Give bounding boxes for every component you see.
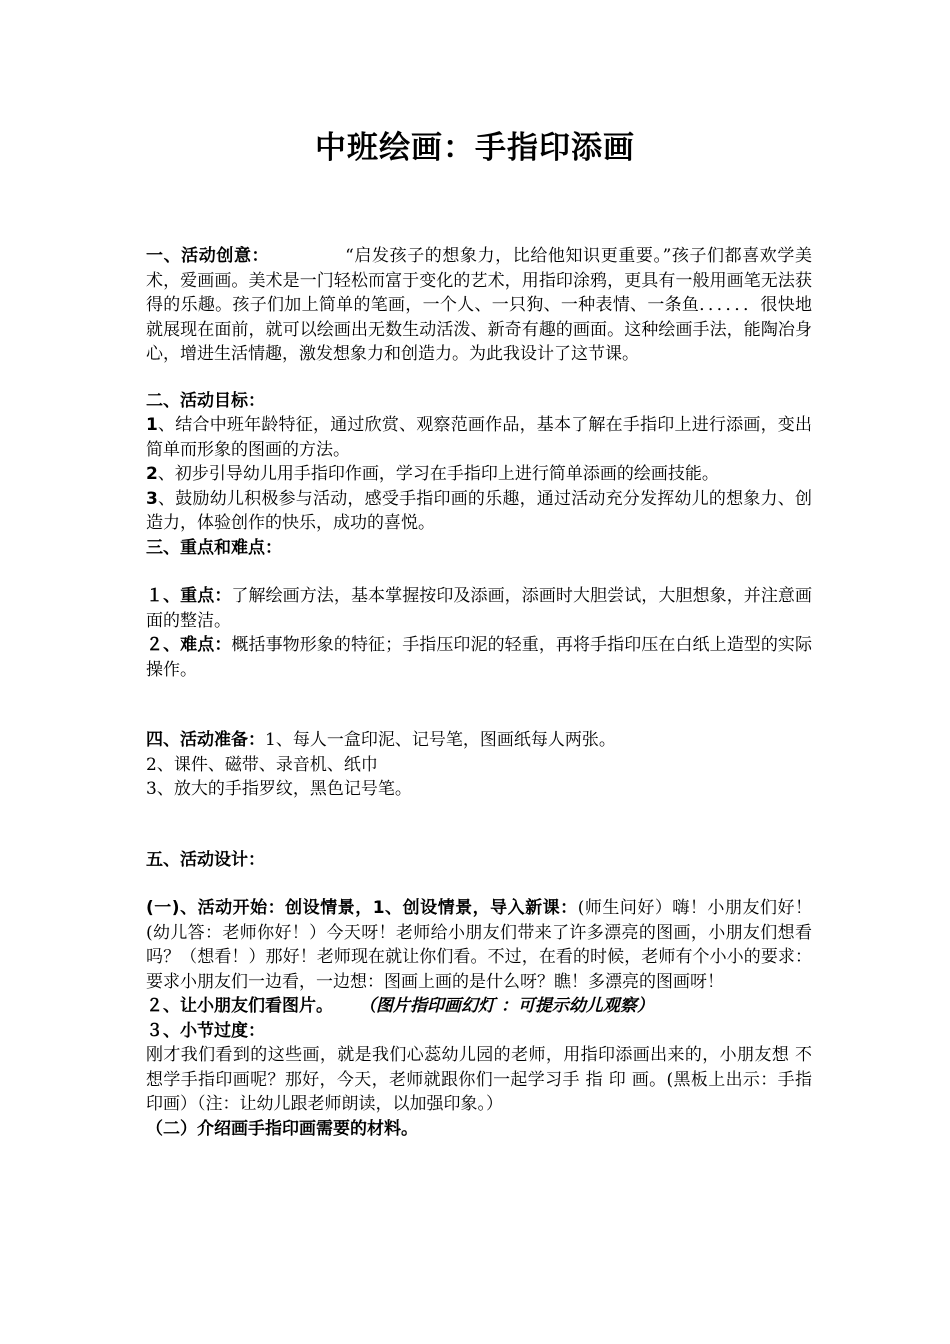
- design-step-materials: [146, 1117, 812, 1142]
- prep-item-2: 2、课件、磁带、录音机、纸巾: [146, 754, 378, 775]
- item-label: ２、难点：: [146, 635, 232, 655]
- prep-item-1: 1、每人一盒印泥、记号笔，图画纸每人两张。: [265, 730, 616, 750]
- section-heading: 三、重点和难点：: [146, 537, 282, 558]
- item-text: 、初步引导幼儿用手指印作画，学习在手指印上进行简单添画的绘画技能。: [157, 464, 719, 484]
- step-heading: (一)、活动开始：创设情景，1、创设情景，导入新课：: [146, 898, 578, 918]
- section-heading-design: [146, 848, 812, 873]
- item-text: 了解绘画方法，基本掌握按印及添画，添画时大胆尝试，大胆想象，并注意画面的整洁。: [146, 586, 813, 631]
- design-step-2: [146, 994, 812, 1019]
- section-heading: 二、活动目标：: [146, 390, 265, 411]
- spacer: [146, 682, 812, 728]
- section-heading-key-points: [146, 536, 812, 561]
- spacer: [146, 802, 812, 848]
- document-body: [146, 244, 812, 1141]
- step-heading: ２、让小朋友们看图片。: [146, 996, 333, 1016]
- spacer: [146, 367, 812, 389]
- section-heading-goals: [146, 389, 812, 414]
- section-creative-idea: [146, 244, 812, 367]
- design-step-3: [146, 1019, 812, 1044]
- step-note: （图片指印画幻灯 ：可提示幼儿观察）: [359, 996, 654, 1016]
- difficulty-item: [146, 633, 812, 682]
- paragraph-text: “启发孩子的想象力，比给他知识更重要。”孩子们都喜欢学美术，爱画画。美术是一门轻松而富于变化的艺术，用指印涂鸦，更具有一般用画笔无法获得的乐趣。孩子们加上简单的笔画，一个人、一只狗、一种表情、一条鱼．．．．．．很快地就展现在面前，就可以绘画出无数生动活泼、新奇有趣的画面。这种绘画手法，能陶冶身心，增进生活情趣，激发想象力和创造力。为此我设计了这节课。: [146, 246, 812, 364]
- item-number: 2: [146, 464, 158, 484]
- paragraph-text: (师生问好）嗨！小朋友们好！(幼儿答：老师你好！）今天呀！老师给小朋友们带来了许多漂亮的图画，小朋友们想看吗？（想看！）那好！老师现在就让你们看。不过，在看的时候，老师有个小小的要求：要求小朋友们一边看，一边想：图画上画的是什么呀？瞧！多漂亮的图画呀！: [146, 898, 812, 992]
- item-text: 、鼓励幼儿积极参与活动，感受手指印画的乐趣，通过活动充分发挥幼儿的想象力、创造力，体验创作的快乐，成功的喜悦。: [146, 488, 812, 533]
- step-heading: （二）介绍画手指印画需要的材料。: [146, 1118, 418, 1139]
- prep-item-3: 3、放大的手指罗纹，黑色记号笔。: [146, 779, 412, 799]
- item-number: 1: [146, 415, 158, 435]
- spacer: [146, 872, 812, 896]
- item-text: 、结合中班年龄特征，通过欣赏、观察范画作品，基本了解在手指印上进行添画，变出简单而形象的图画的方法。: [146, 415, 812, 460]
- goal-item-2: [146, 462, 812, 487]
- section-heading: 四、活动准备：: [146, 730, 265, 750]
- item-text: 概括事物形象的特征；手指压印泥的轻重，再将手指印压在白纸上造型的实际操作。: [146, 635, 813, 680]
- goal-item-3: [146, 487, 812, 536]
- design-paragraph-4: 刚才我们看到的这些画，就是我们心蕊幼儿园的老师，用指印添画出来的，小朋友想 不 想学手指印画呢？那好，今天，老师就跟你们一起学习手 指 印 画。(黑板上出示：手指印画）（注：让幼儿跟老师朗读，以加强印象。）: [146, 1045, 812, 1114]
- section-heading: 一、活动创意：: [146, 246, 270, 266]
- key-point-item: [146, 584, 812, 633]
- section-preparation: [146, 728, 812, 753]
- item-number: 3: [146, 488, 158, 509]
- goal-item-1: [146, 413, 812, 462]
- design-paragraph-1: [146, 896, 812, 994]
- spacer: [146, 560, 812, 584]
- section-heading: 五、活动设计：: [146, 849, 265, 870]
- page-title: 中班绘画：手指印添画: [315, 130, 635, 166]
- item-label: １、重点：: [146, 586, 232, 606]
- step-heading: ３、小节过度：: [146, 1020, 265, 1041]
